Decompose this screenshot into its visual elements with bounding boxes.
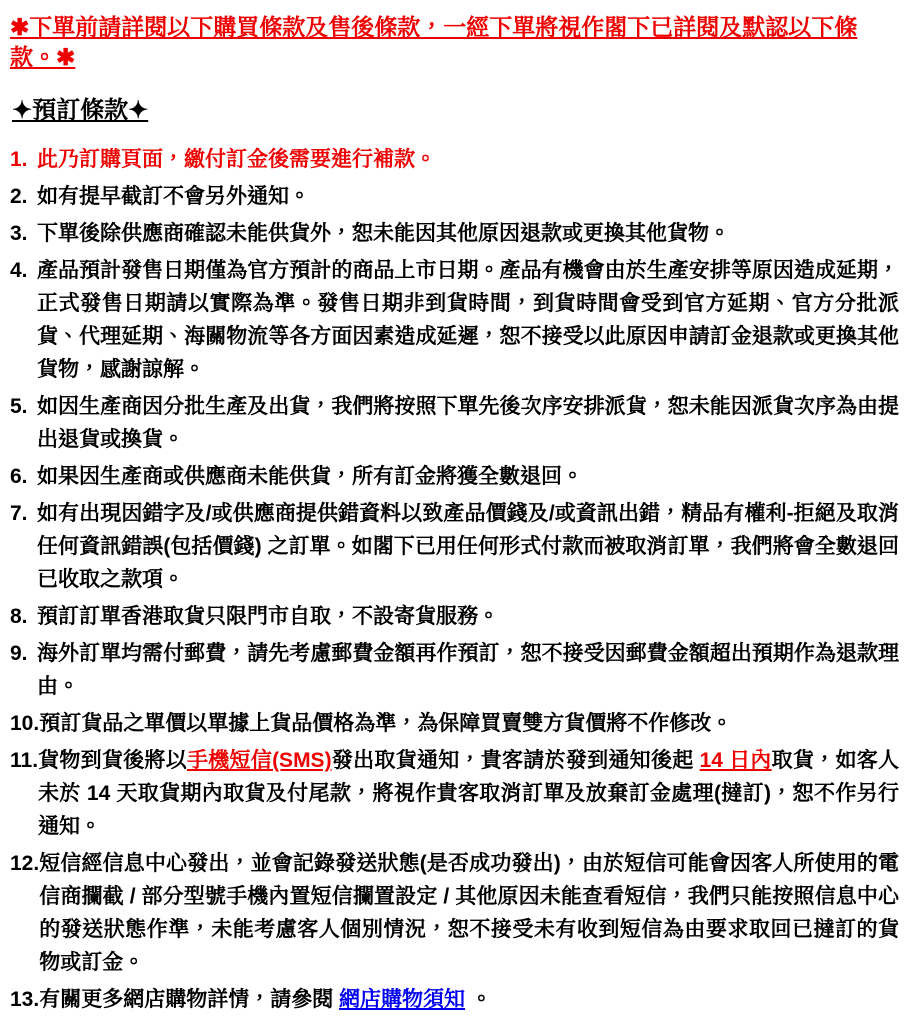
term-item-13	[10, 983, 899, 1016]
text-run: 。	[465, 988, 492, 1011]
term-text	[37, 180, 899, 213]
term-text	[37, 217, 899, 250]
term-text	[39, 707, 899, 740]
term-text	[39, 983, 899, 1016]
term-text	[37, 460, 899, 493]
term-item-7	[10, 497, 899, 596]
term-text	[37, 390, 899, 456]
text-run: 產品預計發售日期僅為官方預計的商品上市日期。產品有機會由於生產安排等原因造成延期，正式發售日期請以實際為準。發售日期非到貨時間，到貨時間會受到官方延期、官方分批派貨、代理延期、海關物流等各方面因素造成延遲，恕不接受以此原因申請訂金退款或更換其他貨物，感謝諒解。	[37, 259, 899, 381]
term-item-1	[10, 143, 899, 176]
term-number: 7.	[10, 502, 28, 525]
term-item-9	[10, 637, 899, 703]
text-run: 如因生產商因分批生產及出貨，我們將按照下單先後次序安排派貨，恕未能因派貨次序為由提出退貨或換貨。	[37, 395, 899, 451]
text-run: 發出取貨通知，貴客請於發到通知後起	[331, 749, 700, 772]
term-item-2	[10, 180, 899, 213]
text-run: 下單後除供應商確認未能供貨外，恕未能因其他原因退款或更換其他貨物。	[37, 222, 730, 245]
term-item-10	[10, 707, 899, 740]
text-run: 有關更多網店購物詳情，請參閱	[39, 988, 340, 1011]
term-item-11	[10, 744, 899, 843]
text-run: 此乃訂購頁面，繳付訂金後需要進行補款。	[37, 148, 436, 171]
section-header-preorder-terms: ✦預訂條款✦	[12, 97, 149, 124]
term-text	[37, 254, 899, 386]
term-text	[37, 497, 899, 596]
term-item-8	[10, 600, 899, 633]
text-run: 短信經信息中心發出，並會記錄發送狀態(是否成功發出)，由於短信可能會因客人所使用的電信商攔截 / 部分型號手機內置短信攔置設定 / 其他原因未能查看短信，我們只能按照信息中心的發送狀態作準，未能考慮客人個別情況，恕不接受未有收到短信為由要求取回已撻訂的貨物或訂金。	[39, 852, 899, 974]
term-item-6	[10, 460, 899, 493]
term-item-12	[10, 847, 899, 979]
term-number: 12.	[10, 852, 40, 875]
term-item-5	[10, 390, 899, 456]
term-number: 10.	[10, 712, 40, 735]
term-number: 3.	[10, 222, 28, 245]
text-run: 如果因生產商或供應商未能供貨，所有訂金將獲全數退回。	[37, 465, 583, 488]
term-text	[38, 744, 899, 843]
term-text	[37, 143, 899, 176]
term-number: 13.	[10, 988, 40, 1011]
term-number: 6.	[10, 465, 28, 488]
text-run: 如有提早截訂不會另外通知。	[37, 185, 310, 208]
sms-notice-highlight: 手機短信(SMS)	[186, 749, 332, 772]
pickup-deadline-highlight: 14 日內	[699, 749, 772, 772]
term-number: 1.	[10, 148, 28, 171]
term-number: 5.	[10, 395, 28, 418]
term-number: 4.	[10, 259, 28, 282]
term-item-4	[10, 254, 899, 386]
text-run: 取貨，如客人未於 14 天取貨期內取貨及付尾款，將視作貴客取消訂單及放棄訂金處理(撻訂)，恕不作另行通知。	[38, 749, 899, 838]
text-run: 預訂貨品之單價以單據上貨品價格為準，為保障買賣雙方貨價將不作修改。	[39, 712, 733, 735]
term-text	[37, 637, 899, 703]
term-number: 9.	[10, 642, 28, 665]
term-number: 11.	[10, 749, 39, 772]
text-run: 貨物到貨後將以	[38, 749, 187, 772]
text-run: 如有出現因錯字及/或供應商提供錯資料以致產品價錢及/或資訊出錯，精品有權利-拒絕及取消任何資訊錯誤(包括價錢) 之訂單。如閣下已用任何形式付款而被取消訂單，我們將會全數退回已收取之款項。	[37, 502, 899, 591]
text-run: 預訂訂單香港取貨只限門市自取，不設寄貨服務。	[37, 605, 499, 628]
term-text	[37, 600, 899, 633]
page-title: ✱下單前請詳閱以下購買條款及售後條款，一經下單將視作閣下已詳閱及默認以下條款。✱	[10, 14, 858, 70]
text-run: 海外訂單均需付郵費，請先考慮郵費金額再作預訂，恕不接受因郵費金額超出預期作為退款理由。	[37, 642, 899, 698]
term-number: 8.	[10, 605, 28, 628]
terms-list	[10, 143, 899, 1016]
term-number: 2.	[10, 185, 28, 208]
shop-notice-link[interactable]: 網店購物須知	[339, 988, 466, 1011]
term-item-3	[10, 217, 899, 250]
term-text	[39, 847, 899, 979]
